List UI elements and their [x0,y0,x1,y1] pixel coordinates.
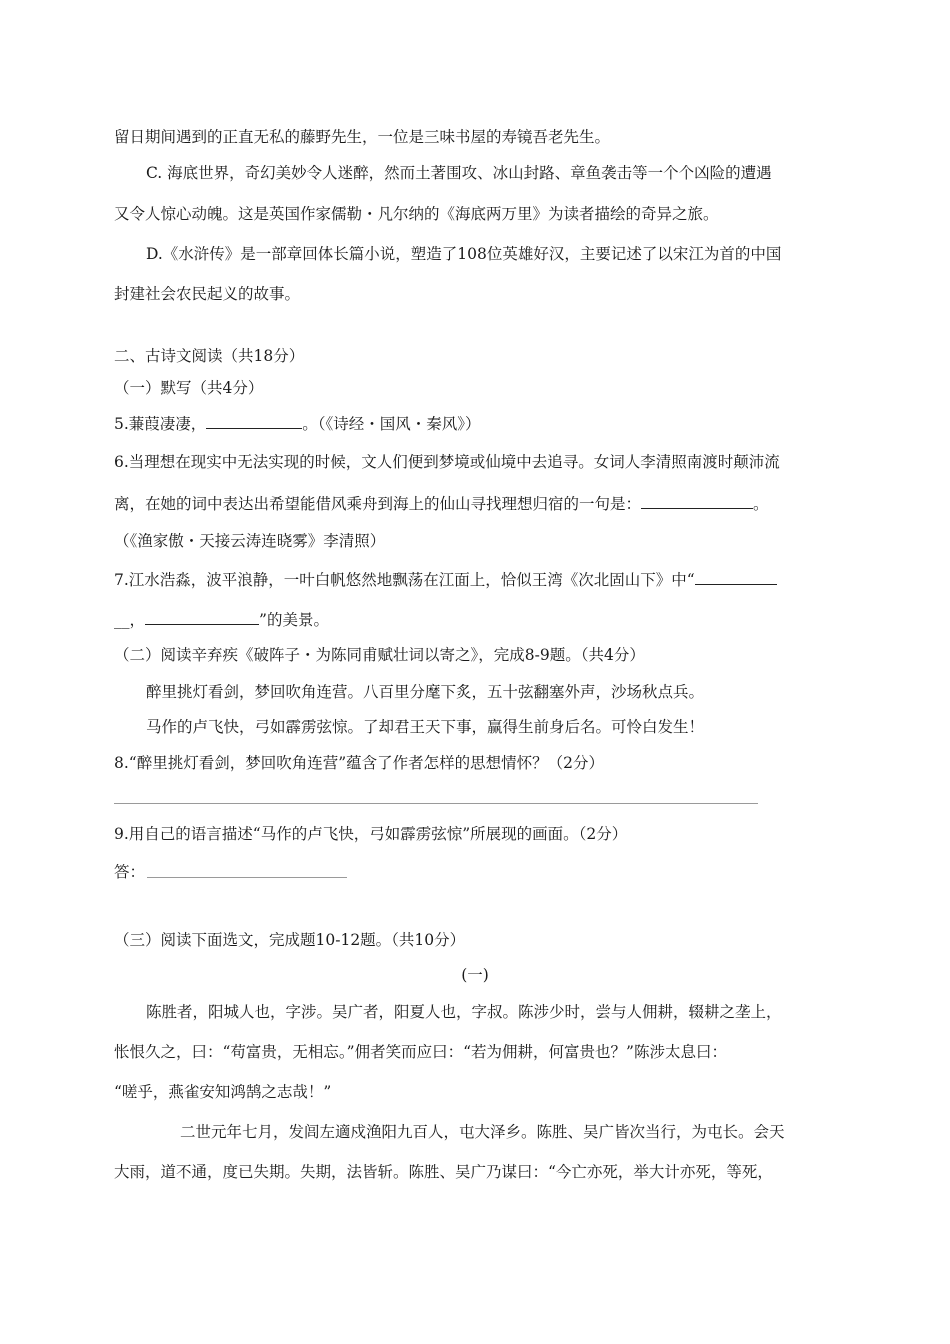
passage-line: 陈胜者，阳城人也，字涉。吴广者，阳夏人也，字叔。陈涉少时，尝与人佣耕，辍耕之垄上， [146,1003,782,1021]
question-7-line: __， ”的美景。 [114,608,329,631]
question-9-answer: 答： [114,863,146,881]
passage-line: “嗟乎，燕雀安知鸿鹄之志哉！” [114,1083,332,1101]
option-c-line: C. 海底世界，奇幻美妙令人迷醉，然而土著围攻、冰山封路、章鱼袭击等一个个凶险的遭遇 [146,164,772,182]
question-6-line: 6.当理想在现实中无法实现的时候，文人们便到梦境或仙境中去追寻。女词人李清照南渡时颠沛流 [114,453,780,471]
passage-part-label: (一) [461,966,489,984]
text-line: 留日期间遇到的正直无私的藤野先生，一位是三味书屋的寿镜吾老先生。 [114,128,611,146]
q5-answer-blank[interactable] [206,412,302,429]
passage-line: 二世元年七月，发闾左適戍渔阳九百人，屯大泽乡。陈胜、吴广皆次当行，为屯长。会天 [180,1123,785,1141]
question-5: 5.蒹葭凄凄， 。（《诗经・国风・秦风》） [114,412,481,435]
question-6-line: 离，在她的词中表达出希望能借风乘舟到海上的仙山寻找理想归宿的一句是： 。 [114,492,769,515]
text-line: 又令人惊心动魄。这是英国作家儒勒・凡尔纳的《海底两万里》为读者描绘的奇异之旅。 [114,205,719,223]
question-8: 8.“醉里挑灯看剑，梦回吹角连营”蕴含了作者怎样的思想情怀？（2分） [114,754,605,772]
q6-answer-blank[interactable] [641,492,753,509]
poem-line: 醉里挑灯看剑，梦回吹角连营。八百里分麾下炙，五十弦翻塞外声，沙场秋点兵。 [146,683,705,701]
subsection-heading: （三）阅读下面选文，完成题10-12题。（共10分） [114,931,466,949]
passage-line: 大雨，道不通，度已失期。失期，法皆斩。陈胜、吴广乃谋曰：“今亡亦死，举大计亦死，等死， [114,1163,773,1181]
subsection-heading: （一）默写（共4分） [114,379,264,397]
passage-line: 怅恨久之，曰：“苟富贵，无相忘。”佣者笑而应曰：“若为佣耕，何富贵也？”陈涉太息曰： [114,1043,727,1061]
text-line: 封建社会农民起义的故事。 [114,285,301,303]
question-6-source: （《渔家傲・天接云涛连晓雾》李清照） [114,532,386,550]
q7-answer-blank-2[interactable] [145,608,259,625]
question-9: 9.用自己的语言描述“马作的卢飞快，弓如霹雳弦惊”所展现的画面。（2分） [114,825,628,843]
poem-line: 马作的卢飞快，弓如霹雳弦惊。了却君王天下事，赢得生前身后名。可怜白发生！ [146,718,705,736]
option-d-line: D.《水浒传》是一部章回体长篇小说，塑造了108位英雄好汉，主要记述了以宋江为首的中国 [146,245,782,263]
q9-answer-line[interactable] [147,877,347,878]
q7-answer-blank-1[interactable] [695,568,777,585]
subsection-heading: （二）阅读辛弃疾《破阵子・为陈同甫赋壮词以寄之》，完成8-9题。（共4分） [114,646,645,664]
question-7-line: 7.江水浩淼，波平浪静，一叶白帆悠然地飘荡在江面上，恰似王湾《次北固山下》中“ [114,568,777,591]
section-heading: 二、古诗文阅读（共18分） [114,347,305,365]
q8-answer-line[interactable] [114,803,758,804]
